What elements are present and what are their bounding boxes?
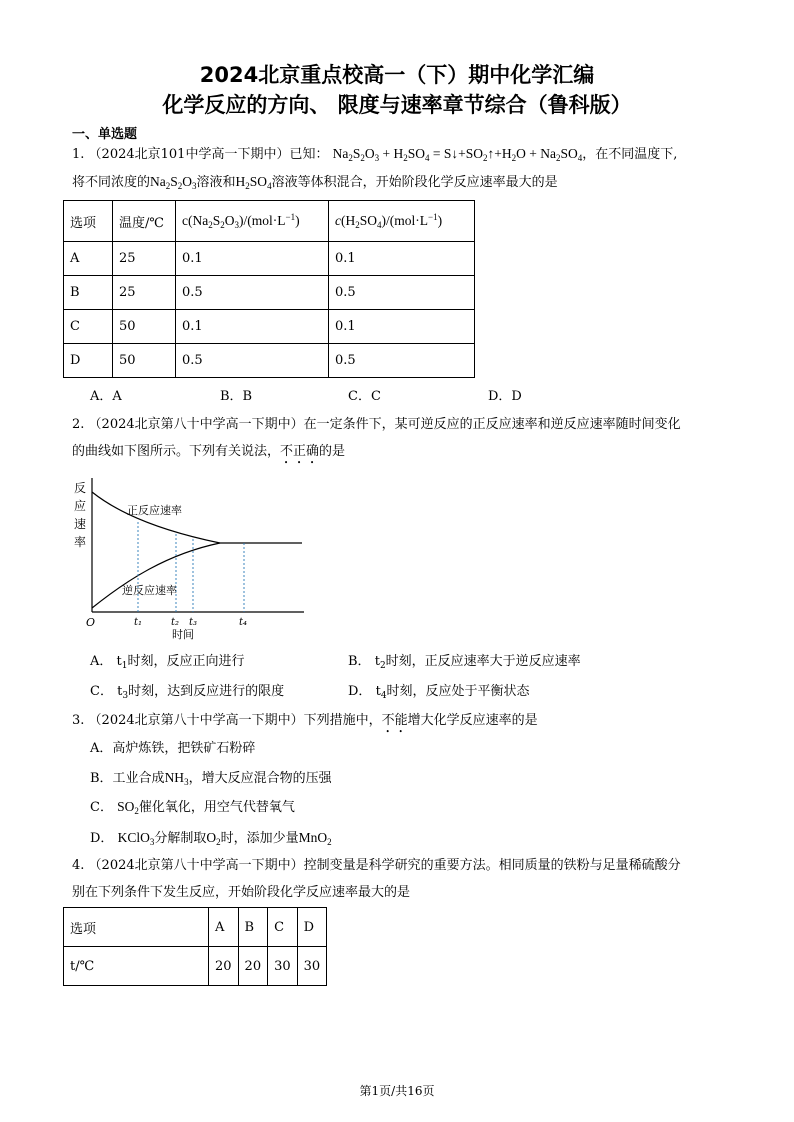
q4-stem-line2: 别在下列条件下发生反应，开始阶段化学反应速率最大的是 <box>72 885 411 900</box>
q2-option-d[interactable]: D． $t_4$时刻，反应处于平衡状态 <box>348 684 530 701</box>
q4-table <box>63 907 327 986</box>
tick-t1: t₁ <box>134 617 143 628</box>
x-axis-label: 时间 <box>172 628 194 641</box>
q3-option-b[interactable]: B．工业合成$NH_3$，增大反应混合物的压强 <box>90 770 332 787</box>
tick-t2: t₂ <box>171 617 180 628</box>
q2-stem-line2: 的曲线如下图所示。下列有关说法，不正确的是 <box>72 444 346 459</box>
table-row: 选项 A B C D <box>64 908 327 947</box>
q1-option-a[interactable]: A．A <box>90 389 122 404</box>
table-header-row: 选项 温度/℃ $c(Na_2S_2O_3)/(mol\cdot L^{-1})$ $c(H_2SO_4)/(mol\cdot L^{-1})$ <box>64 201 475 242</box>
origin-label: O <box>86 616 96 629</box>
section-heading: 一、单选题 <box>72 127 138 142</box>
table-row: B 25 0.5 0.5 <box>64 276 475 310</box>
q1-stem-line2: 将不同浓度的$Na_2S_2O_3$溶液和$H_2SO_4$溶液等体积混合，开始阶段化学反应速率最大的是 <box>72 174 558 191</box>
y-axis-label-3: 速 <box>74 517 87 531</box>
q2-option-c[interactable]: C． $t_3$时刻，达到反应进行的限度 <box>90 684 285 701</box>
q1-equation: $Na_2S_2O_3 + H_2SO_4$ = $S↓+SO_2↑+H_2O + Na_2SO_4$ <box>332 146 583 163</box>
q3-option-a[interactable]: A．高炉炼铁，把铁矿石粉碎 <box>90 741 256 756</box>
q2-option-a[interactable]: A． $t_1$时刻，反应正向进行 <box>90 654 245 671</box>
tick-t4: t₄ <box>239 617 248 628</box>
y-axis-label-2: 应 <box>74 499 87 513</box>
q1-option-c[interactable]: C．C <box>348 389 381 404</box>
q1-header-c-na2s2o3: $c(Na_2S_2O_3)/(mol\cdot L^{-1})$ <box>176 201 329 242</box>
q2-stem-line1: 2. （2024北京第八十中学高一下期中）在一定条件下，某可逆反应的正反应速率和逆反应速率随时间变化 <box>72 417 681 432</box>
q3-stem: 3. （2024北京第八十中学高一下期中）下列措施中，不能增大化学反应速率的是 <box>72 713 538 728</box>
rate-time-chart <box>72 472 312 642</box>
forward-rate-label: 正反应速率 <box>127 504 182 517</box>
q1-header-c-h2so4: $c(H_2SO_4)/(mol\cdot L^{-1})$ <box>329 201 475 242</box>
page-title: 2024北京重点校高一（下）期中化学汇编 <box>199 63 595 87</box>
q4-stem-line1: 4. （2024北京第八十中学高一下期中）控制变量是科学研究的重要方法。相同质量的铁粉与足量稀硫酸分 <box>72 858 681 873</box>
reverse-rate-curve <box>92 543 220 608</box>
forward-rate-curve <box>92 492 302 543</box>
page-subtitle: 化学反应的方向、 限度与速率章节综合（鲁科版） <box>162 93 632 117</box>
reverse-rate-label: 逆反应速率 <box>122 584 177 597</box>
tick-t3: t₃ <box>189 617 198 628</box>
page-footer: 第1页/共16页 <box>359 1084 435 1098</box>
table-row: C 50 0.1 0.1 <box>64 310 475 344</box>
q1-table <box>63 200 475 378</box>
table-row: D 50 0.5 0.5 <box>64 344 475 378</box>
table-row: t/℃ 20 20 30 30 <box>64 947 327 986</box>
q1-option-b[interactable]: B．B <box>220 389 253 404</box>
y-axis-label-1: 反 <box>74 481 87 495</box>
q3-option-c[interactable]: C． $SO_2$催化氧化，用空气代替氧气 <box>90 799 295 816</box>
q3-option-d[interactable]: D． KClO$_3$分解制取$O_2$时，添加少量MnO$_2$ <box>90 830 332 847</box>
q1-stem-line1: 1. （2024北京101中学高一下期中）已知： $Na_2S_2O_3 + H_2SO_4$ = $S↓+SO_2↑+H_2O + Na_2SO_4$，在不同温度下, <box>72 146 678 163</box>
y-axis-label-4: 率 <box>74 535 87 549</box>
table-row: A 25 0.1 0.1 <box>64 242 475 276</box>
q2-option-b[interactable]: B． $t_2$时刻，正反应速率大于逆反应速率 <box>348 654 581 671</box>
q1-option-d[interactable]: D．D <box>488 389 522 404</box>
